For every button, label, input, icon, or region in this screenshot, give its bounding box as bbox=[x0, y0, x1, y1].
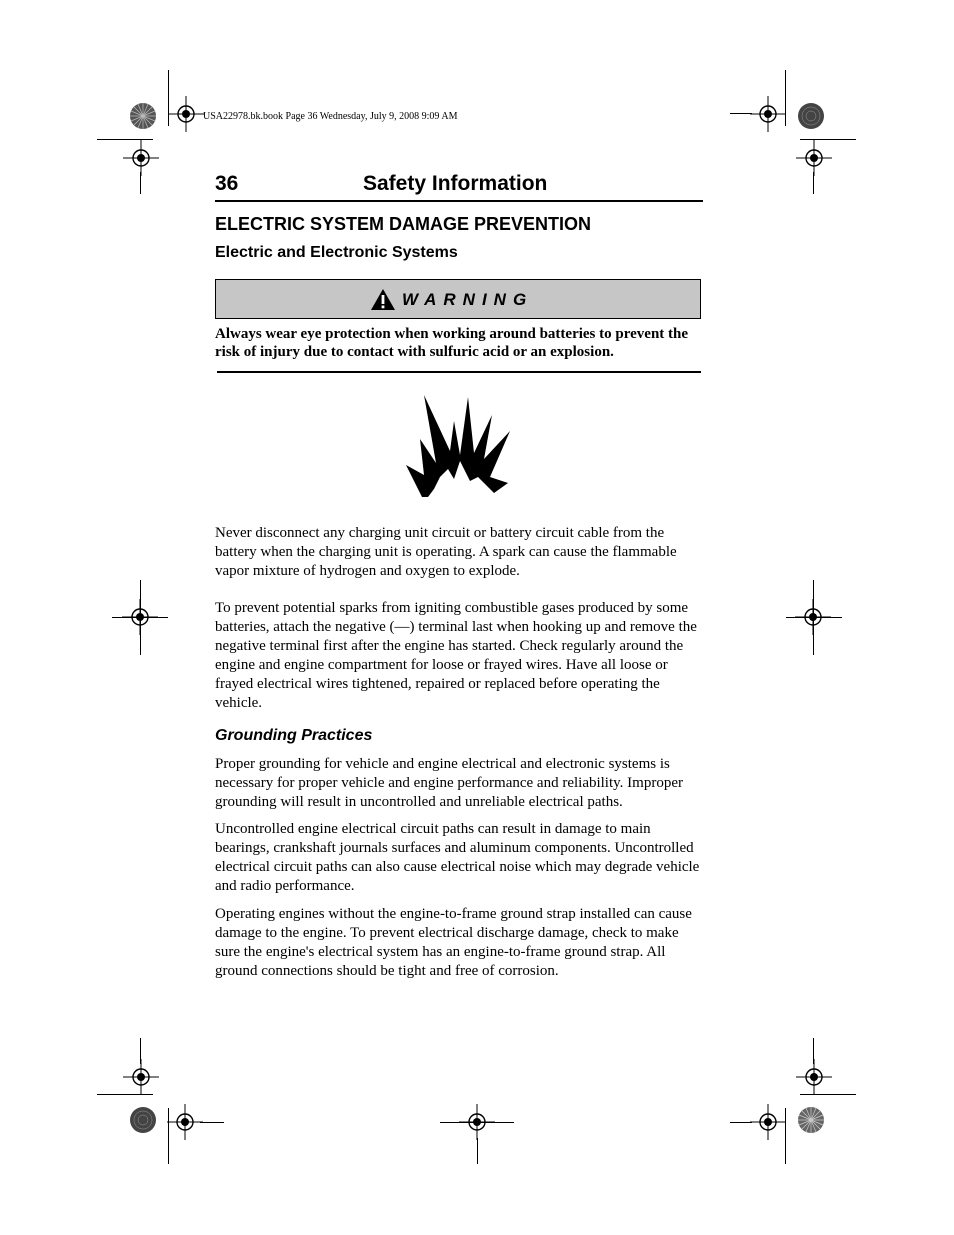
warning-triangle-icon bbox=[370, 288, 396, 311]
registration-mark-icon bbox=[123, 140, 159, 176]
page-title: Safety Information bbox=[363, 172, 548, 195]
registration-mark-icon bbox=[750, 96, 786, 132]
grounding-heading: Grounding Practices bbox=[215, 727, 373, 744]
paragraph-spark-warning: Never disconnect any charging unit circuit or battery circuit cable from the battery when the charging unit is operating. A spark can cause the flammable vapor mixture of hydrogen and oxygen to explode. bbox=[215, 525, 677, 579]
warning-banner bbox=[215, 279, 701, 319]
registration-mark-icon bbox=[796, 1059, 832, 1095]
color-registration-target-icon bbox=[129, 102, 157, 130]
paragraph-terminal-order: To prevent potential sparks from igniting combustible gases produced by some batteries, attach the negative (—) terminal last when hooking up and remove the negative terminal first after the engine has started. Check regularly around the engine and engine compartment for loose or frayed wires. Have all loose or frayed electrical wires tightened, repaired or replaced before operating the vehicle. bbox=[215, 600, 697, 711]
paragraph-grounding: Proper grounding for vehicle and engine electrical and electronic systems is necessary for proper vehicle and engine performance and reliability. Improper grounding will result in uncontrolled and unreliable electrical paths. bbox=[215, 756, 683, 810]
color-registration-target-icon bbox=[129, 1106, 157, 1134]
explosion-icon bbox=[404, 393, 512, 499]
print-slug: USA22978.bk.book Page 36 Wednesday, July 9, 2008 9:09 AM bbox=[203, 111, 458, 122]
subsection-title: Electric and Electronic Systems bbox=[215, 244, 458, 261]
warning-divider bbox=[217, 371, 701, 373]
paragraph-ground-strap: Operating engines without the engine-to-frame ground strap installed can cause damage to the engine. To prevent electrical discharge damage, check to make sure the engine's electrical system has an engine-to-frame ground strap. All ground connections should be tight and free of corrosion. bbox=[215, 906, 692, 979]
color-registration-target-icon bbox=[797, 102, 825, 130]
page-number: 36 bbox=[215, 172, 239, 195]
registration-mark-icon bbox=[167, 1104, 203, 1140]
running-header bbox=[215, 170, 703, 202]
registration-mark-icon bbox=[123, 1059, 159, 1095]
registration-mark-icon bbox=[750, 1104, 786, 1140]
warning-text: Always wear eye protection when working around batteries to prevent the risk of injury due to contact with sulfuric acid or an explosion. bbox=[215, 326, 689, 360]
registration-mark-icon bbox=[796, 140, 832, 176]
registration-mark-icon bbox=[168, 96, 204, 132]
color-registration-target-icon bbox=[797, 1106, 825, 1134]
section-title: ELECTRIC SYSTEM DAMAGE PREVENTION bbox=[215, 214, 592, 234]
warning-label: WARNING bbox=[402, 289, 534, 309]
paragraph-circuit-paths: Uncontrolled engine electrical circuit paths can result in damage to main bearings, crankshaft journals surfaces and aluminum components. Uncontrolled electrical circuit paths can also cause electrical noise which may degrade vehicle and radio performance. bbox=[215, 821, 700, 894]
